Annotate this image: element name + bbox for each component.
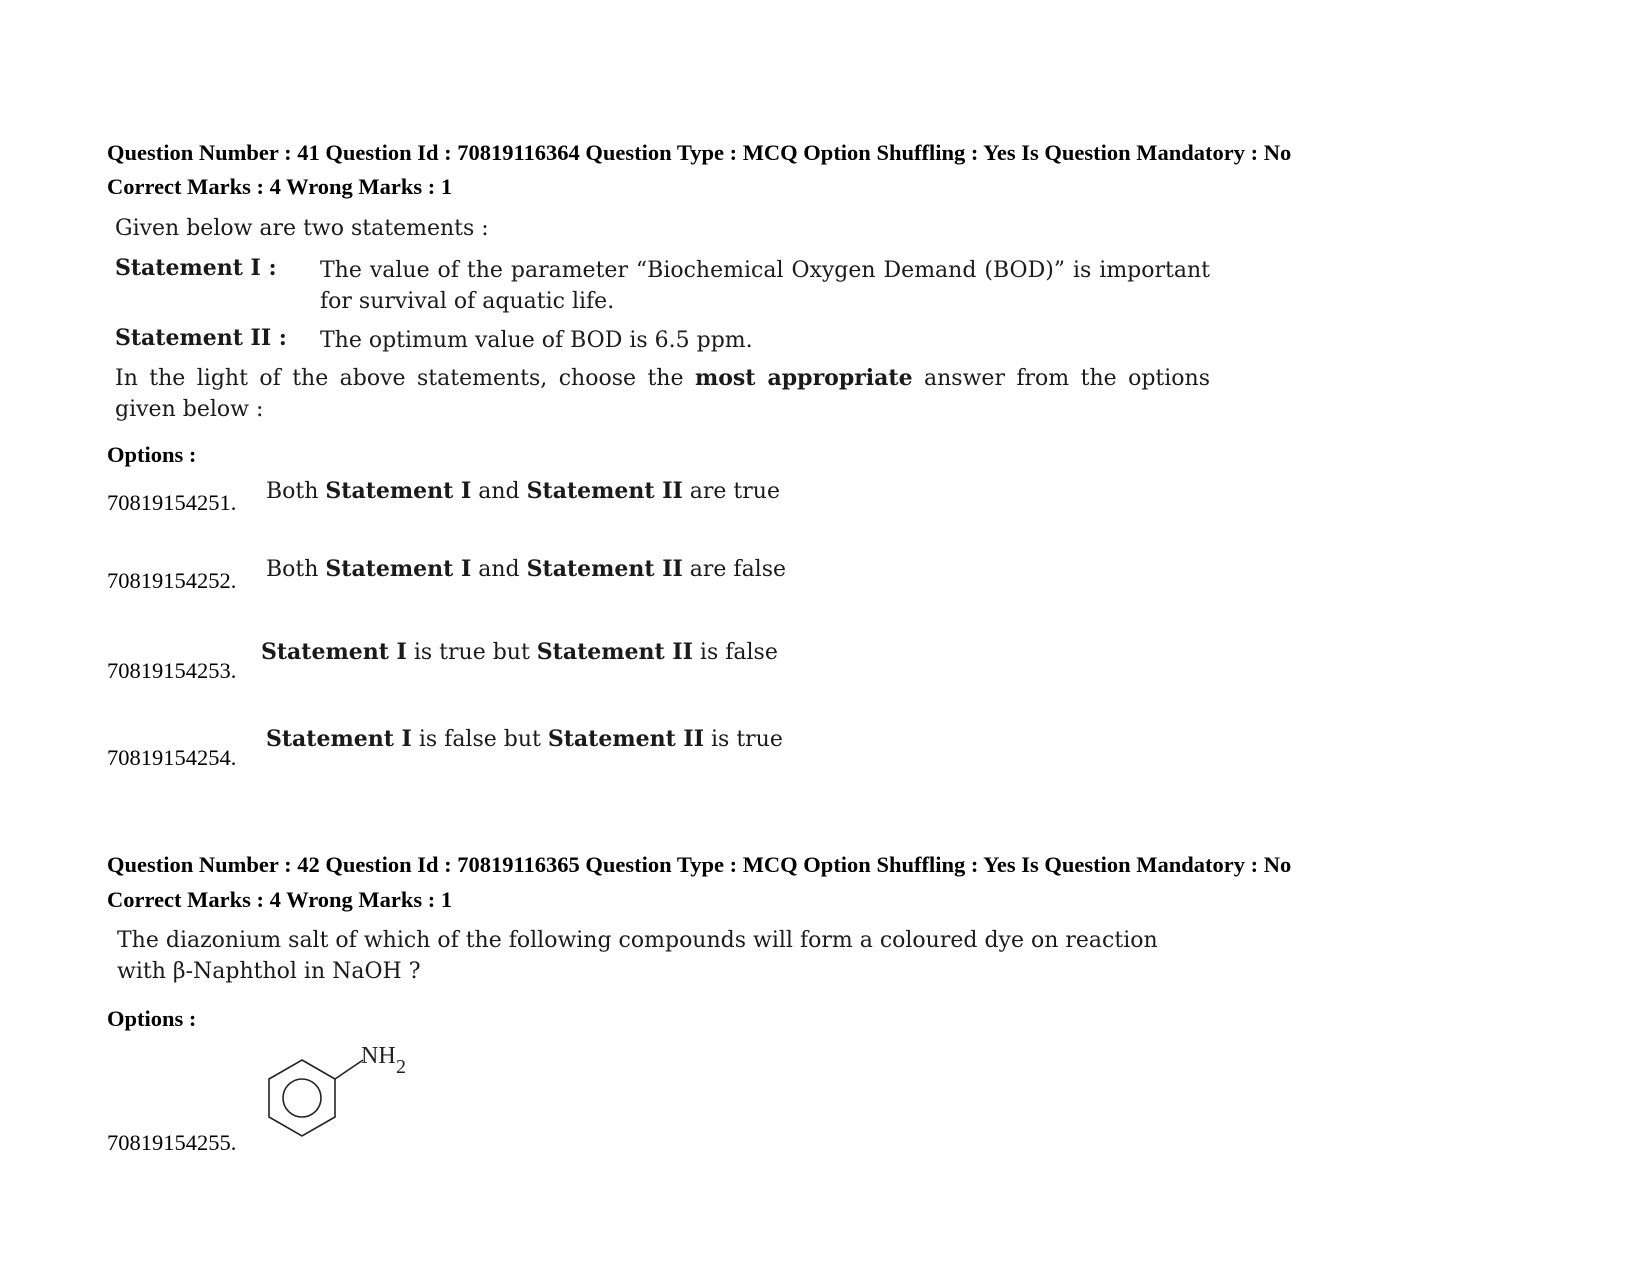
q41-option2-text[interactable] [266, 556, 786, 582]
option-text-part: Statement II [536, 639, 693, 665]
q41-instruction-bold: most appropriate [694, 365, 913, 391]
aniline-structure[interactable] [255, 1040, 435, 1140]
option-text-part: Statement I [266, 726, 412, 752]
q41-instruction-pre: In the light of the above statements, choose the [115, 366, 695, 391]
q41-instruction [115, 363, 1210, 425]
q41-statement2-text: The optimum value of BOD is 6.5 ppm. [320, 328, 753, 353]
option-text-part: and [471, 479, 527, 504]
option-text-part: and [471, 557, 527, 582]
benzene-ring [269, 1060, 335, 1136]
q41-meta-line1: Question Number : 41 Question Id : 70819116364 Question Type : MCQ Option Shuffling : Yes Is Question Mandatory : No [107, 140, 1292, 165]
q42-meta-line2: Correct Marks : 4 Wrong Marks : 1 [107, 887, 453, 912]
option-text-part: are false [682, 557, 787, 582]
option-text-part: is false [692, 640, 778, 665]
q42-question-line2: with β-Naphthol in NaOH ? [117, 959, 421, 984]
option-text-part: is true [704, 727, 783, 752]
q42-question-line1: The diazonium salt of which of the following compounds will form a coloured dye on reaction [117, 928, 1158, 953]
q41-meta-line2: Correct Marks : 4 Wrong Marks : 1 [107, 174, 453, 199]
option-text-part: Statement II [526, 478, 683, 504]
option-text-part: Both [266, 479, 326, 504]
q41-options-label: Options : [107, 442, 197, 467]
q41-option4-id: 70819154254. [107, 745, 237, 770]
q41-option1-id: 70819154251. [107, 490, 237, 515]
q41-option2-id: 70819154252. [107, 568, 237, 593]
q42-meta-line1: Question Number : 42 Question Id : 70819116365 Question Type : MCQ Option Shuffling : Yes Is Question Mandatory : No [107, 852, 1292, 877]
option-text-part: Statement I [325, 556, 472, 582]
option-text-part: are true [682, 479, 780, 504]
q41-option3-id: 70819154253. [107, 658, 237, 683]
c-n-bond [335, 1060, 363, 1079]
q41-statement1-text: The value of the parameter “Biochemical Oxygen Demand (BOD)” is important for survival of aquatic life. [320, 258, 1210, 314]
q42-options-label: Options : [107, 1006, 197, 1031]
option-text-part: is true but [406, 640, 537, 665]
q41-option1-text[interactable] [266, 478, 780, 504]
option-text-part: Statement I [325, 478, 472, 504]
aromatic-circle [283, 1079, 321, 1117]
amino-group-subscript: 2 [396, 1056, 406, 1078]
option-text-part: Statement II [526, 556, 683, 582]
option-text-part: Statement I [261, 639, 407, 665]
q41-statement2-label: Statement II : [115, 325, 287, 351]
q41-intro: Given below are two statements : [115, 216, 489, 241]
q41-option3-text[interactable] [261, 639, 778, 665]
q42-option1-id: 70819154255. [107, 1130, 237, 1155]
option-text-part: Statement II [547, 726, 704, 752]
option-text-part: is false but [411, 727, 548, 752]
q41-statement1-label: Statement I : [115, 255, 277, 281]
amino-group-label: NH [361, 1043, 396, 1069]
q41-instruction-post: answer from the options given below : [115, 366, 1210, 422]
option-text-part: Both [266, 557, 326, 582]
q41-option4-text[interactable] [266, 726, 783, 752]
